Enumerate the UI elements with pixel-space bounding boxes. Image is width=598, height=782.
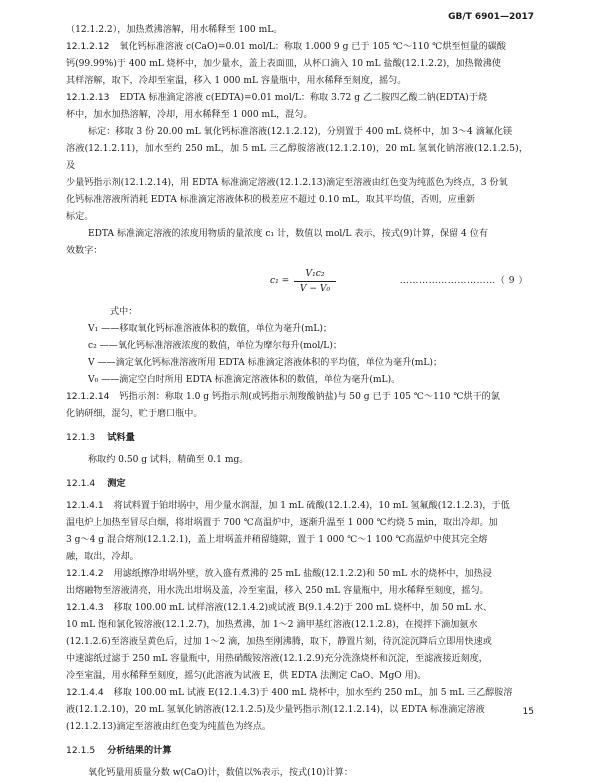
text-line: （12.1.2.2），加热煮沸溶解，用水稀释至 100 mL。 xyxy=(66,25,283,35)
standard-number: GB/T 6901—2017 xyxy=(448,12,534,22)
formula-lhs: c₁ = xyxy=(270,276,290,286)
clause-12-1-4-4 xyxy=(66,685,528,702)
text-line: EDTA 标准滴定溶液 c(EDTA)=0.01 mol/L：称取 3.72 g 乙二胺四乙酸二钠(EDTA)于烧 xyxy=(119,93,488,103)
text-line: 其样溶解，取下，冷却至室温，移入 1 000 mL 容量瓶中，用水稀释至刻度，摇匀。 xyxy=(66,76,407,86)
clause-12-1-2-14 xyxy=(66,389,528,406)
text-line: 效数字： xyxy=(66,246,103,256)
clause-12-1-4-1 xyxy=(66,498,528,515)
definition-item: V₀ ——滴定空白时所用 EDTA 标准滴定溶液体积的数值，单位为毫升(mL)。 xyxy=(88,375,401,385)
text-line: 氧化钙量用质量分数 w(CaO)计，数值以%表示，按式(10)计算： xyxy=(88,768,353,778)
document-body xyxy=(66,22,528,782)
text-line: 标定。 xyxy=(66,212,94,222)
text-line: 少量钙指示剂(12.1.2.14)，用 EDTA 标准滴定溶液(12.1.2.13)滴定至溶液由红色变为纯蓝色为终点，3 份氧 xyxy=(66,178,508,188)
definitions-intro: 式中： xyxy=(110,307,138,317)
section-number: 12.1.5 xyxy=(66,745,96,756)
text-line: 10 mL 饱和氯化铵溶液(12.1.2.7)，加热煮沸，加 1～2 滴甲基红溶液(12.1.2.8)，在搅拌下滴加氨水 xyxy=(66,620,478,630)
text-line: (12.1.2.13)滴定至溶液由红色变为纯蓝色为终点。 xyxy=(66,722,272,732)
clause-number: 12.1.2.12 xyxy=(66,42,110,52)
definition-item: V₁ ——移取氧化钙标准溶液体积的数值，单位为毫升(mL)； xyxy=(88,324,333,334)
text-line: 化钠研细，混匀，贮于磨口瓶中。 xyxy=(66,409,203,419)
text-line: 杯中，加水加热溶解，冷却，用水稀释至 1 000 mL，混匀。 xyxy=(66,110,313,120)
section-heading-12-1-5 xyxy=(66,742,528,759)
definition-item: c₂ ——氧化钙标准溶液浓度的数值，单位为摩尔每升(mol/L)； xyxy=(88,341,342,351)
page-number: 15 xyxy=(522,707,534,717)
clause-12-1-2-12 xyxy=(66,39,528,56)
text-line: 钙(99.99%)于 400 mL 烧杯中，加少量水，盖上表面皿，从杯口滴入 10 mL 盐酸(12.1.2.2)，加热微沸使 xyxy=(66,59,501,69)
text-line: 中速滤纸过滤于 250 mL 容量瓶中，用热硝酸铵溶液(12.1.2.9)充分洗涤烧杯和沉淀，至滤液接近刻度， xyxy=(66,654,488,664)
text-line: 移取 100.00 mL 试液 E(12.1.4.3)于 400 mL 烧杯中，加水至约 250 mL，加 5 mL 三乙醇胺溶 xyxy=(113,688,513,698)
text-line: 用滤纸擦净坩埚外壁，放入盛有煮沸的 25 mL 盐酸(12.1.2.2)和 50 mL 水的烧杯中，加热浸 xyxy=(113,569,492,579)
text-line: 溶液(12.1.2.11)，加水至约 250 mL，加 5 mL 三乙醇胺溶液(12.1.2.10)，20 mL 氢氧化钠溶液(12.1.2.5)，及 xyxy=(66,144,528,171)
text-line: 化钙标准溶液所消耗 EDTA 标准滴定溶液体积的极差应不超过 0.10 mL，取其平均值，否则，应重新 xyxy=(66,195,476,205)
text-line: 称取约 0.50 g 试料，精确至 0.1 mg。 xyxy=(88,455,249,465)
clause-12-1-2-13 xyxy=(66,90,528,107)
text-line: 出熔融物至溶液清亮，用水洗出坩埚及盖，冷至室温，移入 250 mL 容量瓶中，用水稀释至刻度，摇匀。 xyxy=(66,586,489,596)
equation-number: …………………………（ 9 ） xyxy=(399,276,528,286)
section-number: 12.1.3 xyxy=(66,432,96,443)
clause-number: 12.1.4.4 xyxy=(66,688,104,698)
section-title: 分析结果的计算 xyxy=(107,745,172,756)
text-line: 液(12.1.2.10)，20 mL 氢氧化钠溶液(12.1.2.5)及少量钙指示剂(12.1.2.14)，以 EDTA 标准滴定溶液 xyxy=(66,705,485,715)
section-heading-12-1-4 xyxy=(66,475,528,492)
text-line: 移取 100.00 mL 试样溶液(12.1.4.2)或试液 B(9.1.4.2)于 200 mL 烧杯中，加 50 mL 水、 xyxy=(113,603,493,613)
text-line: 冷至室温，用水稀释至刻度，摇匀(此溶液为试液 E，供 EDTA 法测定 CaO、MgO 用)。 xyxy=(66,671,427,681)
section-title: 测定 xyxy=(107,478,126,489)
clause-12-1-4-2 xyxy=(66,566,528,583)
definitions xyxy=(66,304,528,389)
text-line: 温电炉上加热至冒尽白烟，将坩埚置于 700 ℃高温炉中，逐渐升温至 1 000 ℃灼烧 5 min，取出冷却。加 xyxy=(66,518,498,528)
text-line: EDTA 标准滴定溶液的浓度用物质的量浓度 c₁ 计，数值以 mol/L 表示，按式(9)计算，保留 4 位有 xyxy=(88,229,488,239)
clause-number: 12.1.2.14 xyxy=(66,392,110,402)
text-line: (12.1.2.6)至溶液呈黄色后，过加 1～2 滴，加热至刚沸腾，取下，静置片刻，待沉淀沉降后立即用快速或 xyxy=(66,637,492,647)
clause-number: 12.1.4.3 xyxy=(66,603,104,613)
text-line: 将试料置于铂坩埚中，用少量水润湿，加 1 mL 硫酸(12.1.2.4)，10 mL 氢氟酸(12.1.2.3)，于低 xyxy=(113,501,510,511)
text-line: 钙指示剂：称取 1.0 g 钙指示剂(或钙指示剂羧酸钠盐)与 50 g 已于 105 ℃～110 ℃烘干的氯 xyxy=(119,392,500,402)
clause-12-1-4-3 xyxy=(66,600,528,617)
formula-numerator: V₁c₂ xyxy=(305,269,325,279)
clause-number: 12.1.2.13 xyxy=(66,93,110,103)
section-heading-12-1-3 xyxy=(66,429,528,446)
formula-9 xyxy=(66,264,528,298)
text-line: 氧化钙标准溶液 c(CaO)=0.01 mol/L：称取 1.000 9 g 已于 105 ℃～110 ℃烘至恒量的碳酸 xyxy=(119,42,506,52)
clause-number: 12.1.4.1 xyxy=(66,501,104,511)
definition-item: V ——滴定氧化钙标准溶液所用 EDTA 标准滴定溶液体积的平均值，单位为毫升(mL)； xyxy=(88,358,443,368)
clause-number: 12.1.4.2 xyxy=(66,569,104,579)
section-title: 试料量 xyxy=(107,432,135,443)
formula-denominator: V − V₀ xyxy=(299,284,331,294)
text-line: 融，取出，冷却。 xyxy=(66,552,139,562)
section-number: 12.1.4 xyxy=(66,478,96,489)
text-line: 标定：移取 3 份 20.00 mL 氧化钙标准溶液(12.1.2.12)，分别置于 400 mL 烧杯中，加 3～4 滴氟化镁 xyxy=(88,127,513,137)
text-line: 3 g～4 g 混合熔剂(12.1.2.1)，盖上坩埚盖并稍留缝隙，置于 1 000 ℃～1 100 ℃高温炉中使其完全熔 xyxy=(66,535,488,545)
